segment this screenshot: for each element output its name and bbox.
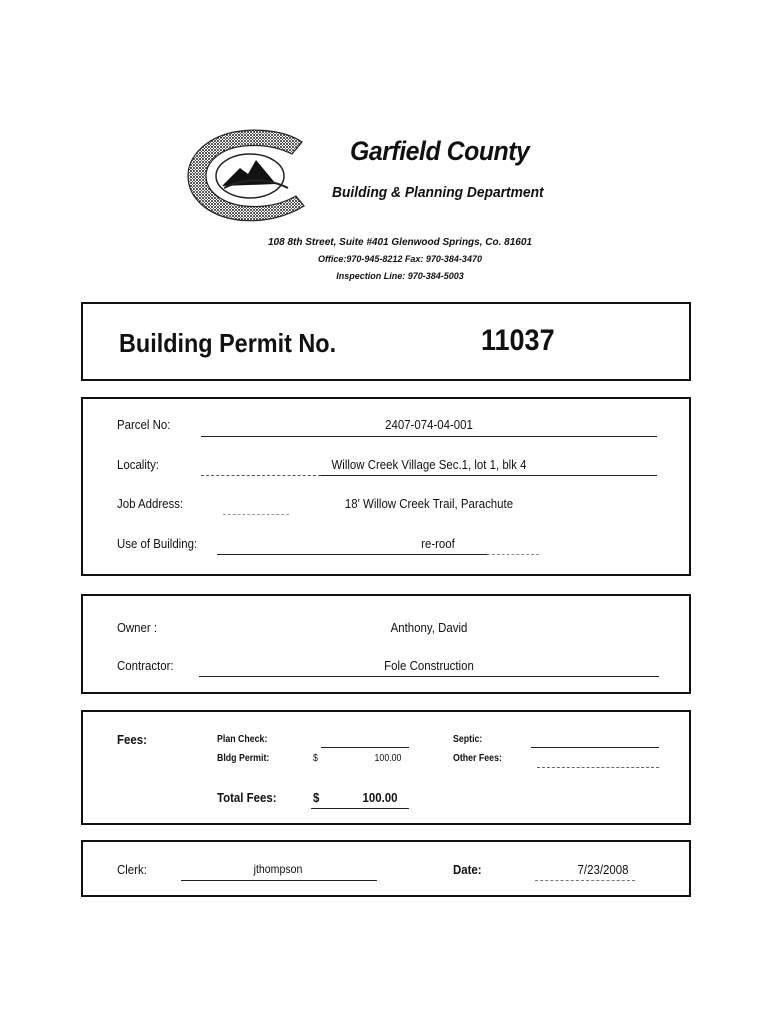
other-fees-line — [537, 767, 659, 768]
clerk-value: jthompson — [253, 862, 303, 876]
total-fees-currency: $ — [313, 790, 320, 805]
contractor-value: Fole Construction — [384, 658, 474, 673]
septic-label: Septic: — [453, 734, 483, 745]
total-fees-line — [311, 808, 409, 809]
office-address: 108 8th Street, Suite #401 Glenwood Springs, Co. 81601 — [268, 237, 532, 248]
plan-check-line — [321, 747, 409, 748]
fees-box — [81, 710, 691, 825]
job-address-label: Job Address: — [117, 496, 184, 511]
contractor-label: Contractor: — [117, 658, 174, 673]
bldg-permit-value: 100.00 — [374, 753, 402, 764]
use-of-building-label: Use of Building: — [117, 536, 198, 551]
job-address-value: 18' Willow Creek Trail, Parachute — [344, 496, 514, 511]
office-phones: Office:970-945-8212 Fax: 970-384-3470 — [318, 254, 482, 264]
date-value: 7/23/2008 — [577, 862, 629, 877]
bldg-permit-currency: $ — [313, 753, 318, 764]
date-line — [535, 880, 635, 881]
total-fees-label: Total Fees: — [217, 790, 277, 805]
parcel-label: Parcel No: — [117, 417, 171, 432]
permit-number: 11037 — [481, 324, 555, 357]
org-name: Garfield County — [350, 136, 530, 166]
owner-value: Anthony, David — [390, 620, 468, 635]
plan-check-label: Plan Check: — [217, 734, 268, 745]
department-name: Building & Planning Department — [332, 184, 544, 201]
use-value: re-roof — [421, 536, 455, 551]
permit-number-box — [81, 302, 691, 381]
parcel-value: 2407-074-04-001 — [385, 417, 473, 432]
use-dash — [487, 554, 539, 555]
permit-label: Building Permit No. — [119, 328, 337, 358]
clerk-line — [181, 880, 377, 881]
parcel-line — [201, 436, 657, 437]
total-fees-value: 100.00 — [362, 790, 398, 805]
locality-label: Locality: — [117, 457, 159, 472]
clerk-label: Clerk: — [117, 862, 147, 877]
date-label: Date: — [453, 862, 482, 877]
job-address-dash — [223, 514, 289, 515]
signoff-box — [81, 840, 691, 897]
bldg-permit-label: Bldg Permit: — [217, 753, 270, 764]
use-line — [217, 554, 487, 555]
inspection-line: Inspection Line: 970-384-5003 — [336, 271, 464, 281]
county-logo-icon — [184, 128, 314, 223]
locality-dash — [201, 475, 321, 476]
locality-line — [321, 475, 657, 476]
septic-line — [531, 747, 659, 748]
locality-value: Willow Creek Village Sec.1, lot 1, blk 4 — [331, 457, 527, 472]
other-fees-label: Other Fees: — [453, 753, 502, 764]
fees-label: Fees: — [117, 732, 147, 747]
owner-label: Owner : — [117, 620, 158, 635]
parties-box — [81, 594, 691, 694]
property-info-box — [81, 397, 691, 576]
contractor-line — [199, 676, 659, 677]
